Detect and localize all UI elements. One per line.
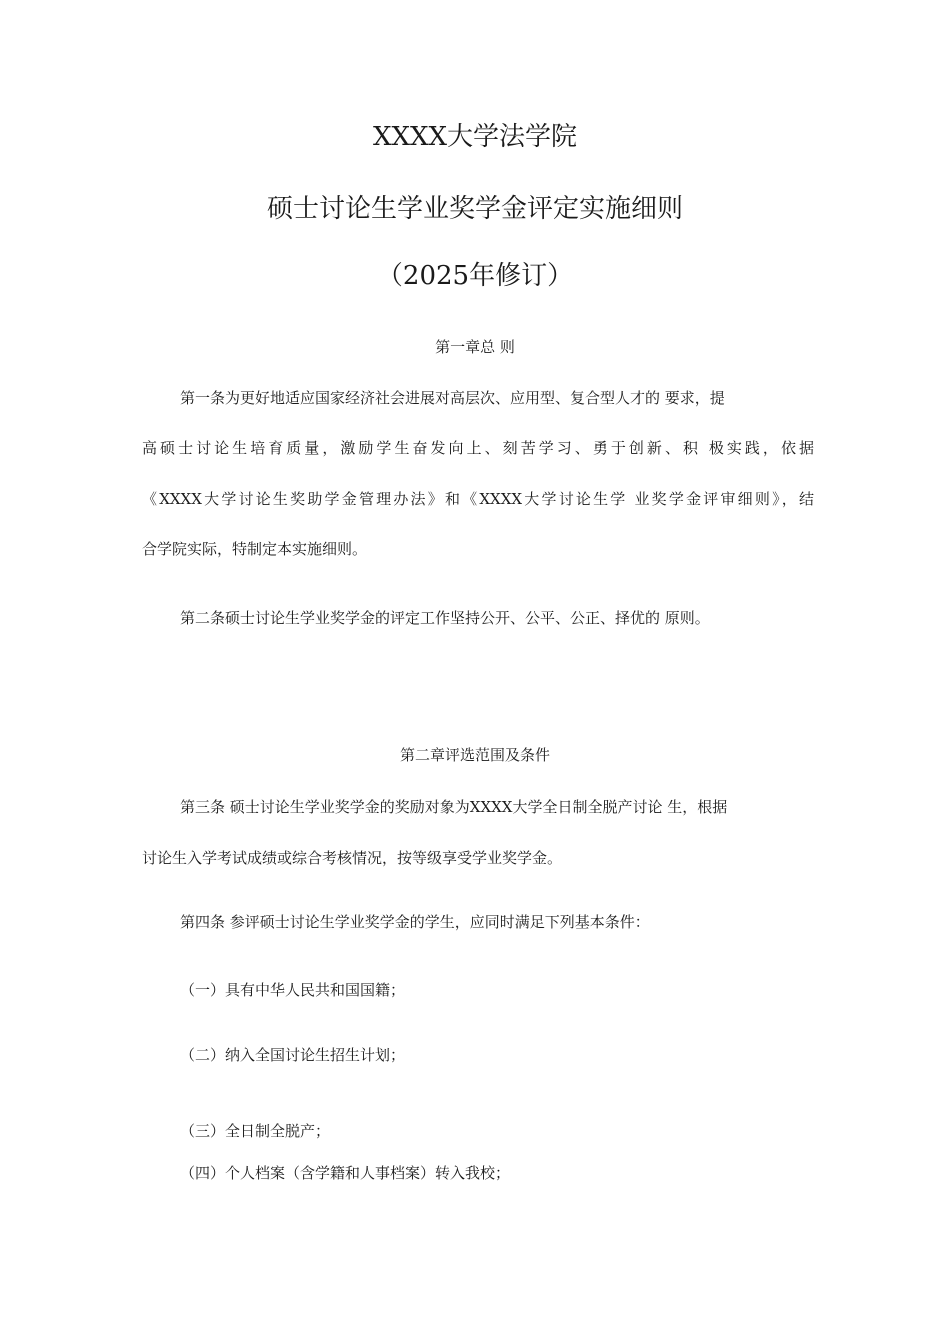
- condition-item: （二）纳入全国讨论生招生计划；: [180, 1046, 406, 1064]
- condition-item: （一）具有中华人民共和国国籍；: [180, 981, 406, 999]
- article-3-line-1: 第三条 硕士讨论生学业奖学金的奖励对象为XXXX大学全日制全脱产讨论 生，根据: [180, 798, 728, 816]
- document-title-main: 硕士讨论生学业奖学金评定实施细则: [266, 194, 683, 224]
- article-1-line-3: 《XXXX大学讨论生奖助学金管理办法》和《XXXX大学讨论生学 业奖学金评审细则》，结: [142, 490, 814, 508]
- article-2: 第二条硕士讨论生学业奖学金的评定工作坚持公开、公平、公正、择优的 原则。: [180, 609, 710, 627]
- condition-item: （三）全日制全脱产；: [180, 1122, 331, 1140]
- article-3-line-2: 讨论生入学考试成绩或综合考核情况，按等级享受学业奖学金。: [142, 849, 563, 867]
- document-title-revision: （2025年修订）: [376, 261, 574, 291]
- chapter-2-heading: 第二章评选范围及条件: [399, 746, 550, 764]
- article-4: 第四条 参评硕士讨论生学业奖学金的学生，应同时满足下列基本条件：: [180, 913, 650, 931]
- condition-item: （四）个人档案（含学籍和人事档案）转入我校；: [180, 1164, 511, 1182]
- article-1-line-2: 高硕士讨论生培育质量，激励学生奋发向上、刻苦学习、勇于创新、积 极实践，依据: [142, 439, 814, 457]
- article-1-line-4: 合学院实际，特制定本实施细则。: [142, 540, 368, 558]
- article-1-line-1: 第一条为更好地适应国家经济社会进展对高层次、应用型、复合型人才的 要求，提: [180, 389, 725, 407]
- document-title-university: XXXX大学法学院: [372, 122, 578, 152]
- chapter-1-heading: 第一章总 则: [435, 338, 515, 356]
